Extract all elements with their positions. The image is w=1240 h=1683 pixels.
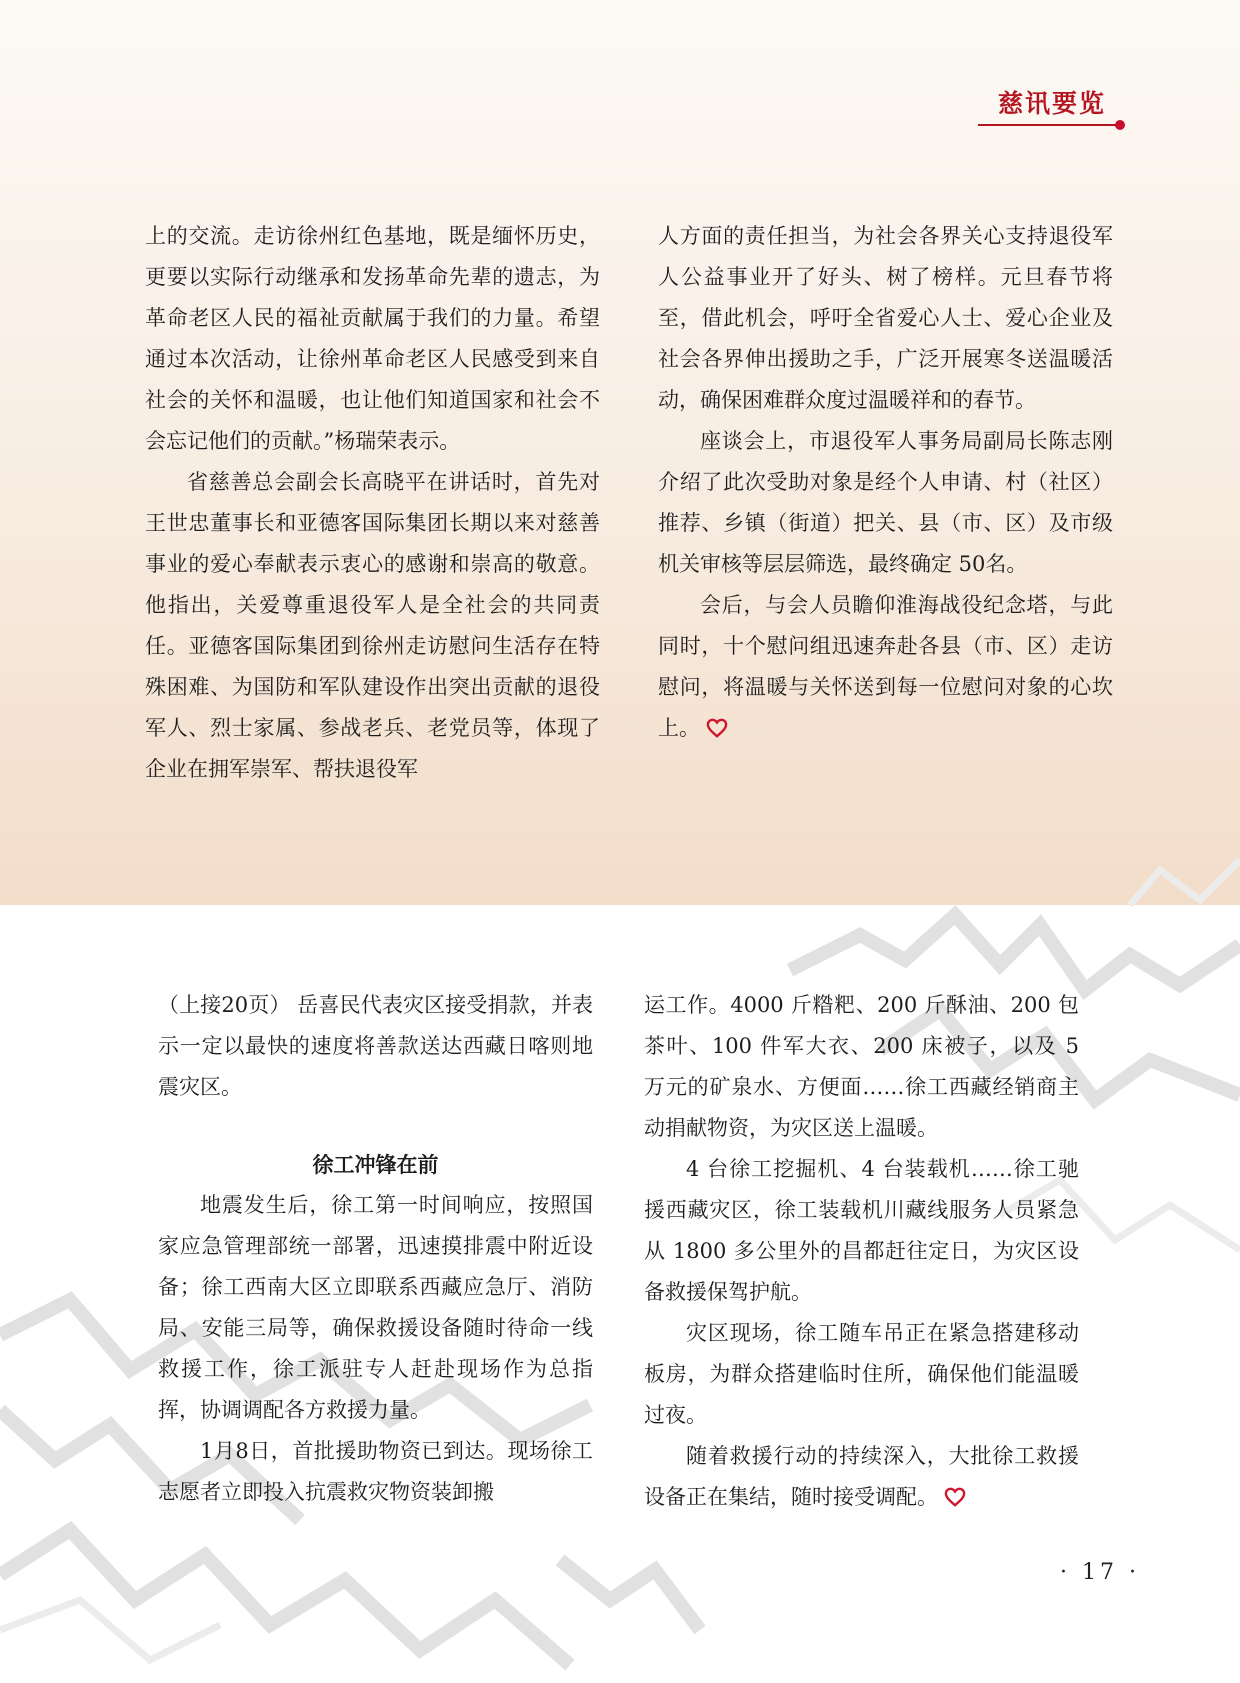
paragraph: 省慈善总会副会长高晓平在讲话时，首先对王世忠董事长和亚德客国际集团长期以来对慈善事业的爱心奉献表示衷心的感谢和崇高的敬意。他指出，关爱尊重退役军人是全社会的共同责任。亚德客国际集团到徐州走访慰问生活存在特殊困难、为国防和军队建设作出突出贡献的退役军人、烈士家属、参战老兵、老党员等，体现了企业在拥军崇军、帮扶退役军 <box>145 470 600 781</box>
section-rule <box>978 124 1118 126</box>
paragraph: 地震发生后，徐工第一时间响应，按照国家应急管理部统一部署，迅速摸排震中附近设备；徐工西南大区立即联系西藏应急厅、消防局、安能三局等，确保救援设备随时待命一线救援工作，徐工派驻专人赶赴现场作为总指挥，协调调配各方救援力量。 <box>158 1193 593 1422</box>
paragraph: 运工作。4000 斤糌粑、200 斤酥油、200 包茶叶、100 件军大衣、200 床被子，以及 5 万元的矿泉水、方便面……徐工西藏经销商主动捐献物资，为灾区送上温暖。 <box>644 993 1079 1140</box>
bottom-article-right-column <box>644 985 1079 1518</box>
section-header <box>978 84 1132 130</box>
paragraph-text: 会后，与会人员瞻仰淮海战役纪念塔，与此同时，十个慰问组迅速奔赴各县（市、区）走访慰问，将温暖与关怀送到每一位慰问对象的心坎上。 <box>658 593 1113 740</box>
article-subheading: 徐工冲锋在前 <box>312 1152 439 1177</box>
paragraph: 人方面的责任担当，为社会各界关心支持退役军人公益事业开了好头、树了榜样。元旦春节将至，借此机会，呼吁全省爱心人士、爱心企业及社会各界伸出援助之手，广泛开展寒冬送温暖活动，确保困难群众度过温暖祥和的春节。 <box>658 224 1113 412</box>
top-article-right-column <box>658 216 1113 749</box>
paragraph-text: 随着救援行动的持续深入，大批徐工救援设备正在集结，随时接受调配。 <box>644 1444 1079 1509</box>
section-dot <box>1115 120 1125 130</box>
paragraph: 上的交流。走访徐州红色基地，既是缅怀历史，更要以实际行动继承和发扬革命先辈的遗志，为革命老区人民的福祉贡献属于我们的力量。希望通过本次活动，让徐州革命老区人民感受到来自社会的关怀和温暖，也让他们知道国家和社会不会忘记他们的贡献。”杨瑞荣表示。 <box>145 224 600 453</box>
heart-icon <box>706 718 728 738</box>
top-article-left-column <box>145 216 600 790</box>
paragraph: 座谈会上，市退役军人事务局副局长陈志刚介绍了此次受助对象是经个人申请、村（社区）推荐、乡镇（街道）把关、县（市、区）及市级机关审核等层层筛选，最终确定 50名。 <box>658 429 1113 576</box>
heart-icon <box>944 1487 966 1507</box>
paragraph <box>658 585 1113 749</box>
page-number: · 17 · <box>1060 1560 1140 1585</box>
paragraph <box>644 1436 1079 1518</box>
paragraph: 4 台徐工挖掘机、4 台装载机……徐工驰援西藏灾区，徐工装载机川藏线服务人员紧急从 1800 多公里外的昌都赶往定日，为灾区设备救援保驾护航。 <box>644 1157 1079 1304</box>
bottom-article-left-column <box>158 985 593 1513</box>
section-title: 慈讯要览 <box>997 89 1106 118</box>
paragraph: 灾区现场，徐工随车吊正在紧急搭建移动板房，为群众搭建临时住所，确保他们能温暖过夜。 <box>644 1321 1079 1427</box>
continuation-note: （上接20页） 岳喜民代表灾区接受捐款，并表示一定以最快的速度将善款送达西藏日喀则地震灾区。 <box>158 993 593 1099</box>
paragraph: 1月8日，首批援助物资已到达。现场徐工志愿者立即投入抗震救灾物资装卸搬 <box>158 1439 593 1504</box>
